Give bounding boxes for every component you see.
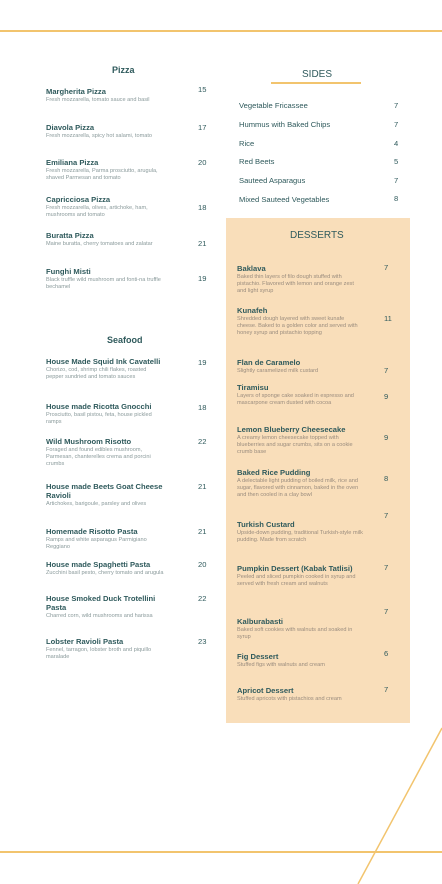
menu-item: [46, 123, 164, 140]
item-description: Fennel, tarragon, lobster broth and piquillo maralade: [46, 647, 152, 661]
dessert-item: [237, 425, 363, 457]
item-name: Baklava: [237, 264, 266, 273]
item-description: Chorizo, cod, shrimp chili flakes, roasted pepper sundried and tomato sauces: [46, 367, 147, 381]
item-description: Artichokes, barigoule, parsley and olives: [46, 501, 147, 507]
item-name: Kunafeh: [237, 306, 268, 315]
dessert-item: [237, 686, 363, 703]
item-price: 22: [198, 437, 207, 446]
side-item-name: Red Beets: [239, 157, 275, 166]
item-price: 19: [198, 358, 207, 367]
dessert-item: [237, 306, 363, 338]
item-price: 7: [384, 263, 389, 272]
item-price: 18: [198, 403, 207, 412]
item-description: Fresh mozzarella, olives, artichoke, ham, mushrooms and tomato: [46, 205, 148, 219]
item-name: Buratta Pizza: [46, 231, 94, 240]
item-description: Maine buratta, cherry tomatoes and zalatar: [46, 241, 153, 247]
item-price: 8: [384, 474, 389, 483]
seafood-title: Seafood: [107, 335, 143, 345]
item-price: 6: [384, 649, 389, 658]
item-price: 7: [384, 563, 389, 572]
item-description: Fresh mozzarella, tomato sauce and basil: [46, 97, 150, 103]
item-name: Emiliana Pizza: [46, 158, 99, 167]
item-name: Kalburabasti: [237, 617, 283, 626]
menu-item: [46, 560, 164, 577]
item-name: Diavola Pizza: [46, 123, 95, 132]
item-name: Fig Dessert: [237, 652, 279, 661]
menu-item: [46, 527, 164, 551]
menu-item: [46, 231, 164, 248]
pizza-title: Pizza: [112, 65, 135, 75]
side-item-price: 7: [394, 101, 399, 110]
item-description: Fresh mozzarella, spicy hot salami, tomato: [46, 133, 153, 139]
item-price: 9: [384, 392, 389, 401]
sides-underline: [271, 82, 361, 84]
item-name: Funghi Misti: [46, 267, 91, 276]
menu-item: [46, 195, 164, 219]
item-price: 18: [198, 203, 207, 212]
item-description: Stuffed apricots with pistachios and cream: [237, 696, 342, 702]
desserts-title: DESSERTS: [290, 230, 344, 241]
side-item-name: Mixed Sauteed Vegetables: [239, 195, 330, 204]
item-name: Baked Rice Pudding: [237, 468, 311, 477]
menu-item: [46, 402, 164, 426]
item-description: Stuffed figs with walnuts and cream: [237, 662, 325, 668]
item-price: 17: [198, 123, 207, 132]
dessert-item: [237, 520, 363, 544]
menu-item: [46, 637, 164, 661]
item-price: 19: [198, 274, 207, 283]
item-price: 7: [384, 511, 389, 520]
item-name: House Smoked Duck Trotellini Pasta: [46, 594, 156, 612]
menu-item: [46, 267, 164, 291]
menu-item: [46, 437, 164, 469]
item-price: 9: [384, 433, 389, 442]
side-item-name: Vegetable Fricassee: [239, 101, 308, 110]
item-price: 21: [198, 527, 207, 536]
item-name: Lemon Blueberry Cheesecake: [237, 425, 346, 434]
side-item-price: 7: [394, 176, 399, 185]
item-price: 20: [198, 560, 207, 569]
menu-item: [46, 357, 164, 381]
menu-item: [46, 87, 164, 104]
item-description: Upside-down pudding, traditional Turkish-style milk pudding. Made from scratch: [237, 530, 363, 544]
item-price: 7: [384, 607, 389, 616]
item-price: 21: [198, 482, 207, 491]
item-name: Wild Mushroom Risotto: [46, 437, 132, 446]
side-item-price: 8: [394, 194, 399, 203]
item-description: Ramps and white asparagus Parmigiano Reggiano: [46, 537, 147, 551]
item-price: 22: [198, 594, 207, 603]
menu-item: [46, 482, 164, 508]
menu-item: [46, 594, 164, 620]
side-item-name: Hummus with Baked Chips: [239, 120, 331, 129]
item-price: 23: [198, 637, 207, 646]
dessert-item: [237, 358, 363, 375]
dessert-item: [237, 383, 363, 407]
menu-item: [46, 158, 164, 182]
item-description: Layers of sponge cake soaked in espresso and mascarpone cream dusted with cocoa: [237, 393, 354, 407]
item-name: Pumpkin Dessert (Kabak Tatlisi): [237, 564, 353, 573]
item-name: Margherita Pizza: [46, 87, 106, 96]
item-description: Baked thin layers of filo dough stuffed with pistachio. Flavored with lemon and orange zest and light syrup: [237, 274, 354, 295]
item-name: House Made Squid Ink Cavatelli: [46, 357, 161, 366]
item-description: Foraged and found edibles mushroom, Parmesan, chanterelles crema and porcini crumbs: [46, 447, 151, 468]
item-name: Capricciosa Pizza: [46, 195, 111, 204]
item-description: Fresh mozzarella, Parma prosciutto, arugula, shaved Parmesan and tomato: [46, 168, 158, 182]
item-description: Shredded dough layered with sweet kunafe cheese. Baked to a golden color and served with honey syrup and pistachio topping: [237, 316, 358, 337]
item-price: 20: [198, 158, 207, 167]
side-item-name: Rice: [239, 139, 255, 148]
dessert-item: [237, 652, 363, 669]
item-description: Charred corn, wild mushrooms and harissa: [46, 613, 153, 619]
item-name: Lobster Ravioli Pasta: [46, 637, 124, 646]
side-item-price: 5: [394, 157, 399, 166]
item-price: 7: [384, 366, 389, 375]
dessert-item: [237, 564, 363, 588]
item-description: Prosciutto, basil pistou, feta, house pickled ramps: [46, 412, 152, 426]
item-name: House made Spaghetti Pasta: [46, 560, 151, 569]
sides-title: SIDES: [302, 69, 333, 80]
item-name: Homemade Risotto Pasta: [46, 527, 138, 536]
item-description: Zucchini basil pesto, cherry tomato and arugula: [46, 570, 164, 576]
item-description: Black truffle wild mushroom and fonti-na truffle bechamel: [46, 277, 161, 291]
item-description: Peeled and sliced pumpkin cooked in syrup and served with fresh cream and walnuts: [237, 574, 356, 588]
side-item-price: 4: [394, 139, 399, 148]
side-item-name: Sauteed Asparagus: [239, 176, 306, 185]
item-description: Slightly caramelized milk custard: [237, 368, 319, 374]
item-price: 21: [198, 239, 207, 248]
item-name: Apricot Dessert: [237, 686, 294, 695]
item-price: 15: [198, 85, 207, 94]
dessert-item: [237, 468, 363, 500]
dessert-item: [237, 264, 363, 296]
item-description: A delectable light pudding of boiled milk, rice and sugar, flavored with cinnamon, baked in the oven and then cooled in a clay bowl: [237, 478, 359, 499]
item-price: 11: [384, 314, 392, 323]
dessert-item: [237, 617, 363, 641]
item-name: Turkish Custard: [237, 520, 295, 529]
item-description: Baked soft cookies with walnuts and soaked in syrup: [237, 627, 353, 641]
item-description: A creamy lemon cheesecake topped with blueberries and sugar crumbs, sits on a cookie crumb base: [237, 435, 353, 456]
side-item-price: 7: [394, 120, 399, 129]
item-name: House made Ricotta Gnocchi: [46, 402, 152, 411]
item-price: 7: [384, 685, 389, 694]
item-name: House made Beets Goat Cheese Ravioli: [46, 482, 163, 500]
item-name: Flan de Caramelo: [237, 358, 301, 367]
item-name: Tiramisu: [237, 383, 269, 392]
